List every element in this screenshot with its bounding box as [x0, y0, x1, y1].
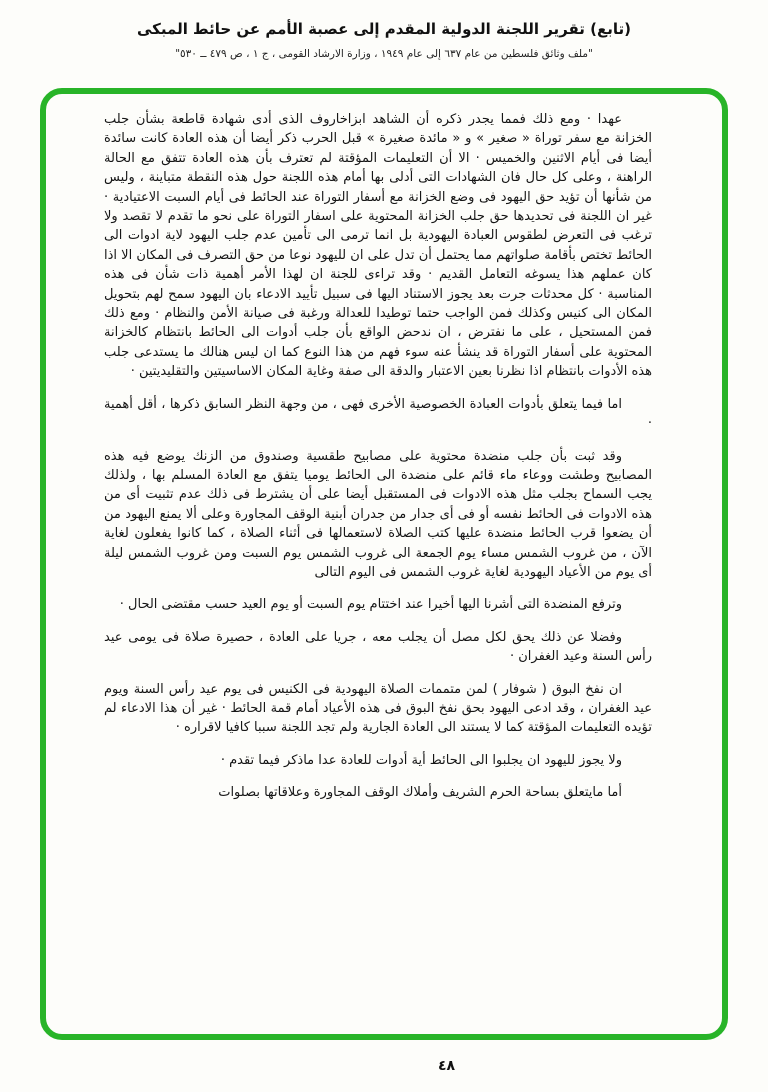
paragraph: ان نفخ البوق ( شوفار ) لمن متممات الصلاة اليهودية فى الكنيس فى يوم عيد رأس السنة ويوم عيد الغفران ، وقد ادعى اليهود بحق نفخ البوق فى هذه الأعياد أمام قمة الحائط · غير أن هذا الادعاء لم تؤيده التعليمات المؤقتة كما لا يستند الى العادة الجارية ولم تجد اللجنة سببا كافيا لاقراره ·: [104, 681, 652, 736]
paragraph: عهدا · ومع ذلك فمما يجدر ذكره أن الشاهد ابزاخاروف الذى أدى شهادة قاطعة بشأن جلب الخزانة مع سفر توراة « صغير » و « مائدة صغيرة » قبل الحرب ذكر أيضا أن هذه العادة كانت سائدة أيضا فى أيام الاثنين والخميس · الا أن التعليمات المؤقتة لم تعترف بأن هذه العادة تتفق مع الحالة الراهنة ، وعلى كل حال فان الشهادات التى أدلى بها أمام هذه اللجنة حول هذه النقطة متباينة ، وليس من شأنها أن تؤيد حق اليهود فى وضع الخزانة مع أسفار التوراة عند الحائط فى أيام السبت الاعتيادية · غير ان اللجنة فى تحديدها حق جلب الخزانة المحتوية على اسفار التوراة على نحو ما تقدم لا تقصد ولا ترغب فى التعرض لطقوس العبادة اليهودية بل انما ترمى الى تأمين عدم جلب اليهود لاية ادوات الى الحائط تختص بأقامة صلواتهم مما يحتمل أن تدل على ان لليهود نوعا من حق التصرف فى المكان الا اذا كان عملهم هذا يسوغه التعامل القديم · وقد تراءى للجنة ان لهذا الأمر أهمية ذات شأن فى هذه المناسبة · كل محدثات جرت بعد يجوز الاستناد اليها فى سبيل تأييد الادعاء بان اليهود سمح لهم بتحويل المكان الى كنيس وكذلك فمن الواجب حتما توطيدا للعدالة ورغبة فى صيانة الأمن والنظام · ومع ذلك فمن المستحيل ، على ما نفترض ، ان ندحض الواقع بأن جلب أدوات الى الحائط بانتظام كالخزانة المحتوية على أسفار التوراة قد ينشأ عنه سوء فهم من هذا النوع كما ان ليس هنالك ما يستدعى جلب هذه الأدوات بانتظام اذا نظرنا بعين الاعتبار والدقة الى صفة وغاية المكان الاساسيتين والتقليديتين ·: [104, 112, 652, 380]
paragraph: وفضلا عن ذلك يحق لكل مصل أن يجلب معه ، جريا على العادة ، حصيرة صلاة فى يومى عيد رأس السنة وعيد الغفران ·: [104, 629, 652, 665]
paragraph: أما مايتعلق بساحة الحرم الشريف وأملاك الوقف المجاورة وعلاقاتها بصلوات: [218, 785, 622, 801]
content-border-box: [40, 88, 728, 1040]
document-header: [0, 0, 768, 60]
paragraph: ولا يجوز لليهود ان يجلبوا الى الحائط أية أدوات للعادة عدا ماذكر فيما تقدم ·: [220, 752, 622, 768]
paragraph: وقد ثبت بأن جلب منضدة محتوية على مصابيح طقسية وصندوق من الزنك يوضع فيه هذه المصابيح وطشت ووعاء ماء قائم على منضدة الى الحائط يوميا يتفق مع العادة المسلم بها ، ولذلك يجب السماح بجلب مثل هذه الادوات فى المستقبل أيضا على أن يشترط فى ذلك عدم تثبيت أى من هذه الادوات فى الحائط نفسه أو فى أى جدار من جدران أبنية الوقف المجاورة وعلى ألا يمنع اليهود من أن يضعوا قرب الحائط منضدة عليها كتب الصلاة لاستعمالها فى أثناء الصلاة ، كما كانوا يفعلون لغاية الآن ، من غروب الشمس مساء يوم الجمعة الى غروب الشمس يوم السبت ومن غروب الشمس ليلة أى يوم من الأعياد اليهودية لغاية غروب الشمس فى اليوم التالى: [104, 448, 652, 580]
document-title: (تابع) تقرير اللجنة الدولية المقدم إلى عصبة الأمم عن حائط المبكى: [136, 20, 631, 38]
paragraph: وترفع المنضدة التى أشرنا اليها أخيرا عند اختتام يوم السبت أو يوم العيد حسب مقتضى الحال ·: [119, 597, 622, 613]
paragraph: اما فيما يتعلق بأدوات العبادة الخصوصية الأخرى فهى ، من وجهة النظر السابق ذكرها ، أقل أهمية ·: [104, 396, 652, 432]
page-number: ٤٨: [438, 1058, 456, 1074]
document-subtitle: "ملف وثائق فلسطين من عام ٦٣٧ إلى عام ١٩٤٩ ، وزارة الارشاد القومى ، ج ١ ، ص ٤٧٩ ــ ٥٣٠": [175, 48, 593, 60]
